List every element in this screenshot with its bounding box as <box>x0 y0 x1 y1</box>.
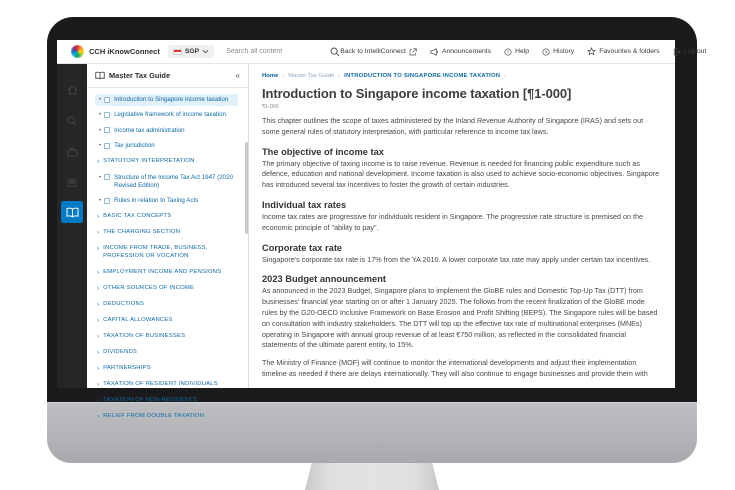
icon-rail <box>57 64 87 388</box>
main-content <box>249 64 675 388</box>
home-icon[interactable] <box>57 74 87 105</box>
tree-section-deductions[interactable] <box>95 298 238 311</box>
tree-item-label: INCOME FROM TRADE, BUSINESS, PROFESSION OR VOCATION <box>103 245 208 260</box>
chevron-right-icon: › <box>97 213 100 221</box>
singapore-flag-icon <box>173 49 182 55</box>
intro-paragraph: This chapter outlines the scope of taxes administered by the Inland Revenue Authority of Singapore (IRAS) and sets out some general rules of statutory interpretation, with particular reference to income tax laws. <box>262 116 644 136</box>
book-icon[interactable] <box>61 201 83 223</box>
tree-item-rules-taxing-acts[interactable] <box>95 195 238 207</box>
magnifier-icon[interactable] <box>330 47 340 57</box>
tree-section-charging-section[interactable] <box>95 227 238 240</box>
chevron-right-icon: › <box>97 412 100 420</box>
cch-logo-icon <box>71 45 84 58</box>
breadcrumb-current[interactable]: INTRODUCTION TO SINGAPORE INCOME TAXATION <box>344 73 501 79</box>
open-book-icon <box>95 71 105 80</box>
tree-item-legislative-framework[interactable] <box>95 109 238 121</box>
bullet: • <box>99 198 102 205</box>
briefcase-icon[interactable] <box>57 136 87 167</box>
tree-section-income-from-trade[interactable] <box>95 243 238 264</box>
tree-nav <box>87 88 248 426</box>
checkbox[interactable] <box>104 143 110 149</box>
top-nav <box>340 47 706 56</box>
chevron-right-icon: › <box>97 364 100 372</box>
section-paragraph: The Ministry of Finance (MOF) will continue to monitor the international developments and adjust their implementation timeline as needed if there are delays internationally. They will also continue to engage businesses and provide them with <box>262 358 648 378</box>
section-heading-individual-rates: Individual tax rates <box>262 199 347 210</box>
tree-item-label: DIVIDENDS <box>103 348 138 355</box>
tree-item-label: TAXATION OF NON-RESIDENTS <box>103 396 197 403</box>
tree-item-introduction[interactable] <box>95 94 238 106</box>
tree-item-label: TAXATION OF BUSINESSES <box>103 332 186 339</box>
checkbox[interactable] <box>104 127 110 133</box>
tree-item-label: Tax jurisdiction <box>114 142 155 150</box>
tree-section-relief-double-taxation[interactable] <box>95 410 238 423</box>
chevron-right-icon: › <box>97 348 100 356</box>
app-body <box>57 64 675 420</box>
screen <box>57 40 707 420</box>
chevron-right-icon: › <box>97 158 100 166</box>
breadcrumb <box>262 73 661 79</box>
tree-item-label: RELIEF FROM DOUBLE TAXATION <box>103 412 205 419</box>
chevron-right-icon: › <box>97 332 100 340</box>
tree-item-label: CAPITAL ALLOWANCES <box>103 316 173 323</box>
page-title: Introduction to Singapore income taxation [¶1-000] <box>262 86 572 101</box>
back-to-intelliconnect-link[interactable] <box>340 48 417 56</box>
megaphone-icon <box>430 48 439 56</box>
sidebar-title: Master Tax Guide <box>109 71 171 80</box>
tree-section-partnerships[interactable] <box>95 362 238 375</box>
tree-section-statutory-interpretation[interactable] <box>95 156 238 169</box>
tree-item-label: Rules in relation to Taxing Acts <box>114 197 199 205</box>
section-heading-corporate-rate: Corporate tax rate <box>262 242 343 253</box>
collapse-sidebar-button[interactable]: « <box>235 71 240 80</box>
bullet: • <box>99 127 102 134</box>
tree-item-structure-income-tax-act[interactable] <box>95 172 238 193</box>
logout-link[interactable] <box>673 48 707 56</box>
chevron-right-icon: › <box>97 284 100 292</box>
chevron-down-icon <box>202 49 209 54</box>
tree-item-label: Structure of the Income Tax Act 1947 (2020 Revised Edition) <box>114 173 234 189</box>
nav-label: Announcements <box>441 48 492 55</box>
section-paragraph: Singapore's corporate tax rate is 17% from the YA 2010. A lower corporate tax rate may apply under certain tax incentives. <box>262 254 651 264</box>
tree-section-capital-allowances[interactable] <box>95 314 238 327</box>
svg-text:?: ? <box>506 49 510 55</box>
tree-section-taxation-non-residents[interactable] <box>95 394 238 407</box>
checkbox[interactable] <box>104 97 110 103</box>
help-circle-icon <box>504 48 512 56</box>
chevron-right-icon: › <box>97 229 100 237</box>
tree-item-label: Introduction to Singapore income taxation <box>114 96 229 103</box>
nav-label: Log out <box>683 48 707 55</box>
breadcrumb-master-tax-guide[interactable]: Master Tax Guide <box>288 73 335 79</box>
history-clock-icon <box>542 48 550 56</box>
tree-item-label: Legislative framework of income taxation <box>114 111 226 119</box>
checkbox[interactable] <box>104 112 110 118</box>
chevron-right-icon: › <box>97 380 100 388</box>
section-heading-2023-budget: 2023 Budget announcement <box>262 274 386 285</box>
tree-item-label: BASIC TAX CONCEPTS <box>103 213 172 220</box>
nav-label: Back to IntelliConnect <box>340 48 406 55</box>
breadcrumb-separator: › <box>504 73 507 79</box>
tree-item-label: EMPLOYMENT INCOME AND PENSIONS <box>103 269 222 276</box>
chevron-right-icon: › <box>97 316 100 324</box>
tree-section-basic-tax-concepts[interactable] <box>95 211 238 224</box>
checkbox[interactable] <box>104 174 110 180</box>
top-bar <box>57 40 707 64</box>
tree-item-label: OTHER SOURCES OF INCOME <box>103 284 195 291</box>
bullet: • <box>99 143 102 150</box>
tree-item-income-tax-administration[interactable] <box>95 125 238 137</box>
tree-section-taxation-resident-individuals[interactable] <box>95 378 238 391</box>
checkbox[interactable] <box>104 198 110 204</box>
sidebar-scrollbar[interactable] <box>245 142 248 234</box>
search-input[interactable] <box>226 48 304 55</box>
region-label: SGP <box>184 48 200 55</box>
bullet: • <box>99 97 102 103</box>
tree-item-tax-jurisdiction[interactable] <box>95 140 238 152</box>
announcements-link[interactable] <box>430 48 491 56</box>
tree-section-employment-income[interactable] <box>95 267 238 280</box>
logout-icon <box>673 48 681 56</box>
tree-section-other-sources[interactable] <box>95 282 238 295</box>
tree-section-dividends[interactable] <box>95 346 238 359</box>
brand-title: CCH iKnowConnect <box>89 47 160 56</box>
nav-label: Help <box>515 48 530 55</box>
chevron-right-icon: › <box>97 245 100 253</box>
region-selector[interactable] <box>168 45 214 58</box>
section-paragraph: As announced in the 2023 Budget, Singapore plans to implement the GloBE rules and Domestic Top-Up Tax (DTT) from businesses' financial year starting on or after 1 January 2025. The follows from the recent finalization of the GloBE mode rules by the G20-OECD Inclusive Framework on Base Erosion and Profit Shifting (BEPS). The Singapore rules will be based on consultation with industry stakeholders. The DTT will top up the effective tax rate of multinational enterprises (MNEs) operating in Singapore with annual group revenue of at least €750 million, as reflected in the consolidated financial statements of the ultimate parent entity, to 15%. <box>262 286 658 350</box>
sidebar-header <box>87 64 248 88</box>
history-link[interactable] <box>542 48 574 56</box>
section-paragraph: Income tax rates are progressive for individuals resident in Singapore. The progressive rate structure is premised on the economic principle of "ability to pay". <box>262 211 643 232</box>
external-link-icon <box>409 48 417 56</box>
tree-item-label: TAXATION OF RESIDENT INDIVIDUALS <box>103 380 218 387</box>
tree-item-label: PARTNERSHIPS <box>103 364 151 371</box>
nav-label: History <box>553 48 575 55</box>
sidebar <box>87 64 249 420</box>
star-icon <box>587 47 596 56</box>
favourites-folders-link[interactable] <box>587 47 659 56</box>
archive-icon[interactable] <box>57 167 87 198</box>
tree-item-label: THE CHARGING SECTION <box>103 229 181 236</box>
help-link[interactable] <box>504 48 529 56</box>
nav-label: Favourites & folders <box>599 48 660 55</box>
breadcrumb-home[interactable]: Home <box>262 73 279 79</box>
bullet: • <box>99 112 102 119</box>
paragraph-ref: ¶1-000 <box>262 104 279 110</box>
chevron-right-icon: › <box>97 396 100 404</box>
search-icon[interactable] <box>57 105 87 136</box>
tree-section-taxation-of-businesses[interactable] <box>95 330 238 343</box>
breadcrumb-separator: › <box>338 73 341 79</box>
chevron-right-icon: › <box>97 300 100 308</box>
breadcrumb-separator: › <box>282 73 285 79</box>
chevron-right-icon: › <box>97 269 100 277</box>
section-heading-objective: The objective of income tax <box>262 146 384 157</box>
monitor-stand <box>305 463 439 490</box>
tree-item-label: Income tax administration <box>114 126 185 134</box>
section-paragraph: The primary objective of taxing income is to raise revenue. Revenue is needed for financing public expenditure such as defence, education and national development. Income taxation is also used to achieve socio-economic objectives. Singapore has introduced several tax incentives to foster the growth of certain industries. <box>262 158 660 190</box>
bullet: • <box>99 174 102 181</box>
tree-item-label: DEDUCTIONS <box>103 300 145 307</box>
tree-item-label: STATUTORY INTERPRETATION <box>103 158 195 165</box>
